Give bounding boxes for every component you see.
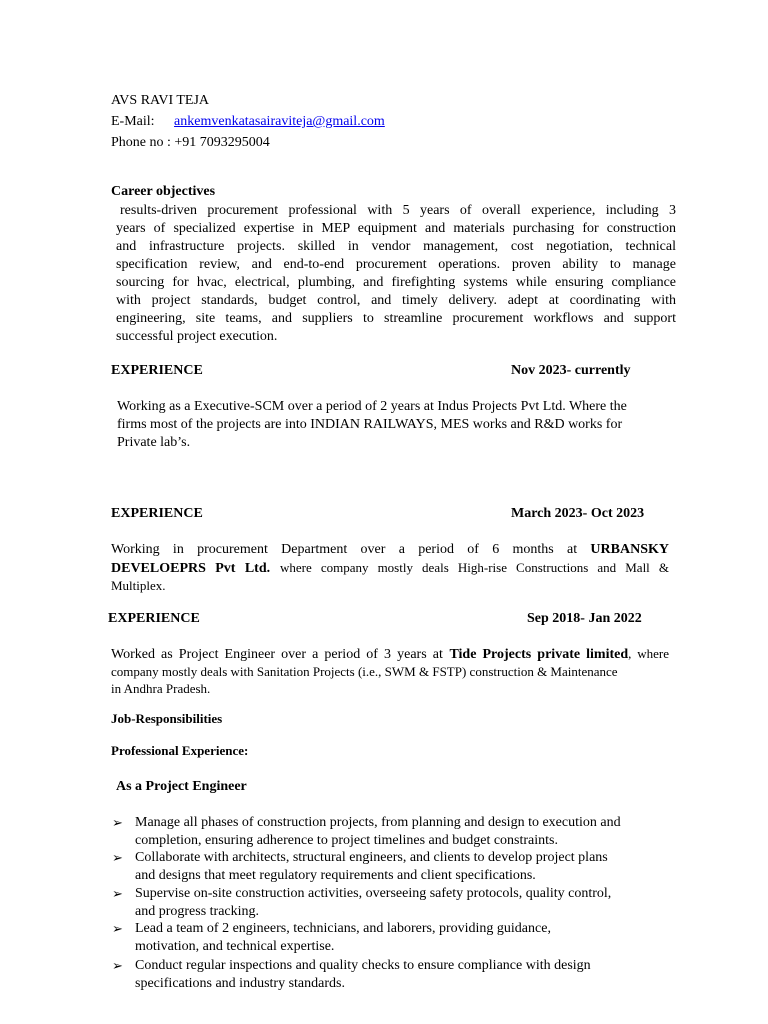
experience-line: in Andhra Pradesh. xyxy=(111,680,211,696)
experience-line xyxy=(111,645,669,664)
bullet-line: completion, ensuring adherence to project timelines and budget constraints. xyxy=(135,832,558,848)
bullet-line: Manage all phases of construction projects, from planning and design to execution and xyxy=(135,815,621,830)
email-link[interactable]: ankemvenkatasairaviteja@gmail.com xyxy=(174,114,385,129)
professional-experience-heading: Professional Experience: xyxy=(111,743,249,758)
career-line: and infrastructure projects. skilled in vendor management, cost negotiation, technical xyxy=(116,239,676,254)
experience-line: Multiplex. xyxy=(111,578,166,593)
bullet-line: Conduct regular inspections and quality checks to ensure compliance with design xyxy=(135,958,591,973)
experience-line-text: where company mostly deals High-rise Constructions and Mall & xyxy=(279,560,670,575)
bullet-line: and progress tracking. xyxy=(135,903,260,919)
arrow-bullet-icon: ➢ xyxy=(112,815,123,830)
experience-line: Working as a Executive-SCM over a period of 2 years at Indus Projects Pvt Ltd. Where the xyxy=(117,399,627,414)
experience-description xyxy=(111,541,669,595)
career-line: sourcing for hvac, electrical, plumbing, and firefighting systems while ensuring compliance xyxy=(116,275,676,290)
company-name: DEVELOEPRS Pvt Ltd. xyxy=(111,561,271,576)
arrow-bullet-icon: ➢ xyxy=(112,886,123,901)
experience-dates: Sep 2018- Jan 2022 xyxy=(527,611,642,626)
bullet-line: specifications and industry standards. xyxy=(135,975,345,991)
career-line: results-driven procurement professional with 5 years of overall experience, including 3 xyxy=(120,203,676,218)
career-objectives-heading: Career objectives xyxy=(111,184,216,199)
bullet-line: and designs that meet regulatory requirements and client specifications. xyxy=(135,867,536,883)
experience-line xyxy=(111,541,669,559)
bullet-line: Lead a team of 2 engineers, technicians, and laborers, providing guidance, xyxy=(135,921,551,936)
career-line: specification review, and end-to-end procurement operations. proven ability to manage xyxy=(116,257,676,272)
career-line: engineering, site teams, and suppliers to streamline procurement workflows and support xyxy=(116,311,676,326)
experience-heading: EXPERIENCE xyxy=(108,611,200,626)
job-responsibilities-heading: Job-Responsibilities xyxy=(111,711,223,726)
company-name: URBANSKY xyxy=(590,542,669,557)
arrow-bullet-icon: ➢ xyxy=(112,921,123,936)
experience-line-text: , where xyxy=(628,646,670,661)
career-objectives-text xyxy=(116,202,676,346)
arrow-bullet-icon: ➢ xyxy=(112,850,123,865)
experience-line-text: Worked as Project Engineer over a period of 3 years at xyxy=(111,647,443,662)
career-line: with project standards, budget control, and timely delivery. adept at coordinating with xyxy=(116,293,676,308)
experience-line xyxy=(111,559,669,578)
experience-heading: EXPERIENCE xyxy=(111,363,203,378)
candidate-name: AVS RAVI TEJA xyxy=(111,93,210,108)
arrow-bullet-icon: ➢ xyxy=(112,958,123,973)
experience-line: Private lab’s. xyxy=(117,435,191,450)
role-heading: As a Project Engineer xyxy=(116,779,247,794)
bullet-line: Supervise on-site construction activities, overseeing safety protocols, quality control, xyxy=(135,886,612,901)
company-name: Tide Projects private limited xyxy=(449,647,629,662)
career-line: years of specialized expertise in MEP equipment and materials purchasing for construction xyxy=(116,221,676,236)
experience-line: firms most of the projects are into INDIAN RAILWAYS, MES works and R&D works for xyxy=(117,417,623,432)
experience-description xyxy=(117,398,627,452)
bullet-line: motivation, and technical expertise. xyxy=(135,938,335,954)
bullet-line: Collaborate with architects, structural engineers, and clients to develop project plans xyxy=(135,850,608,865)
experience-description xyxy=(111,645,669,697)
experience-dates: March 2023- Oct 2023 xyxy=(511,506,645,521)
experience-dates: Nov 2023- currently xyxy=(511,363,631,378)
experience-line: company mostly deals with Sanitation Projects (i.e., SWM & FSTP) construction & Maintenance xyxy=(111,664,618,679)
experience-line-text: Working in procurement Department over a period of 6 months at xyxy=(111,542,578,557)
phone-number: Phone no : +91 7093295004 xyxy=(111,135,270,150)
experience-heading: EXPERIENCE xyxy=(111,506,203,521)
email-label: E-Mail: xyxy=(111,114,155,129)
email-row xyxy=(111,113,385,131)
career-line: successful project execution. xyxy=(116,329,278,344)
